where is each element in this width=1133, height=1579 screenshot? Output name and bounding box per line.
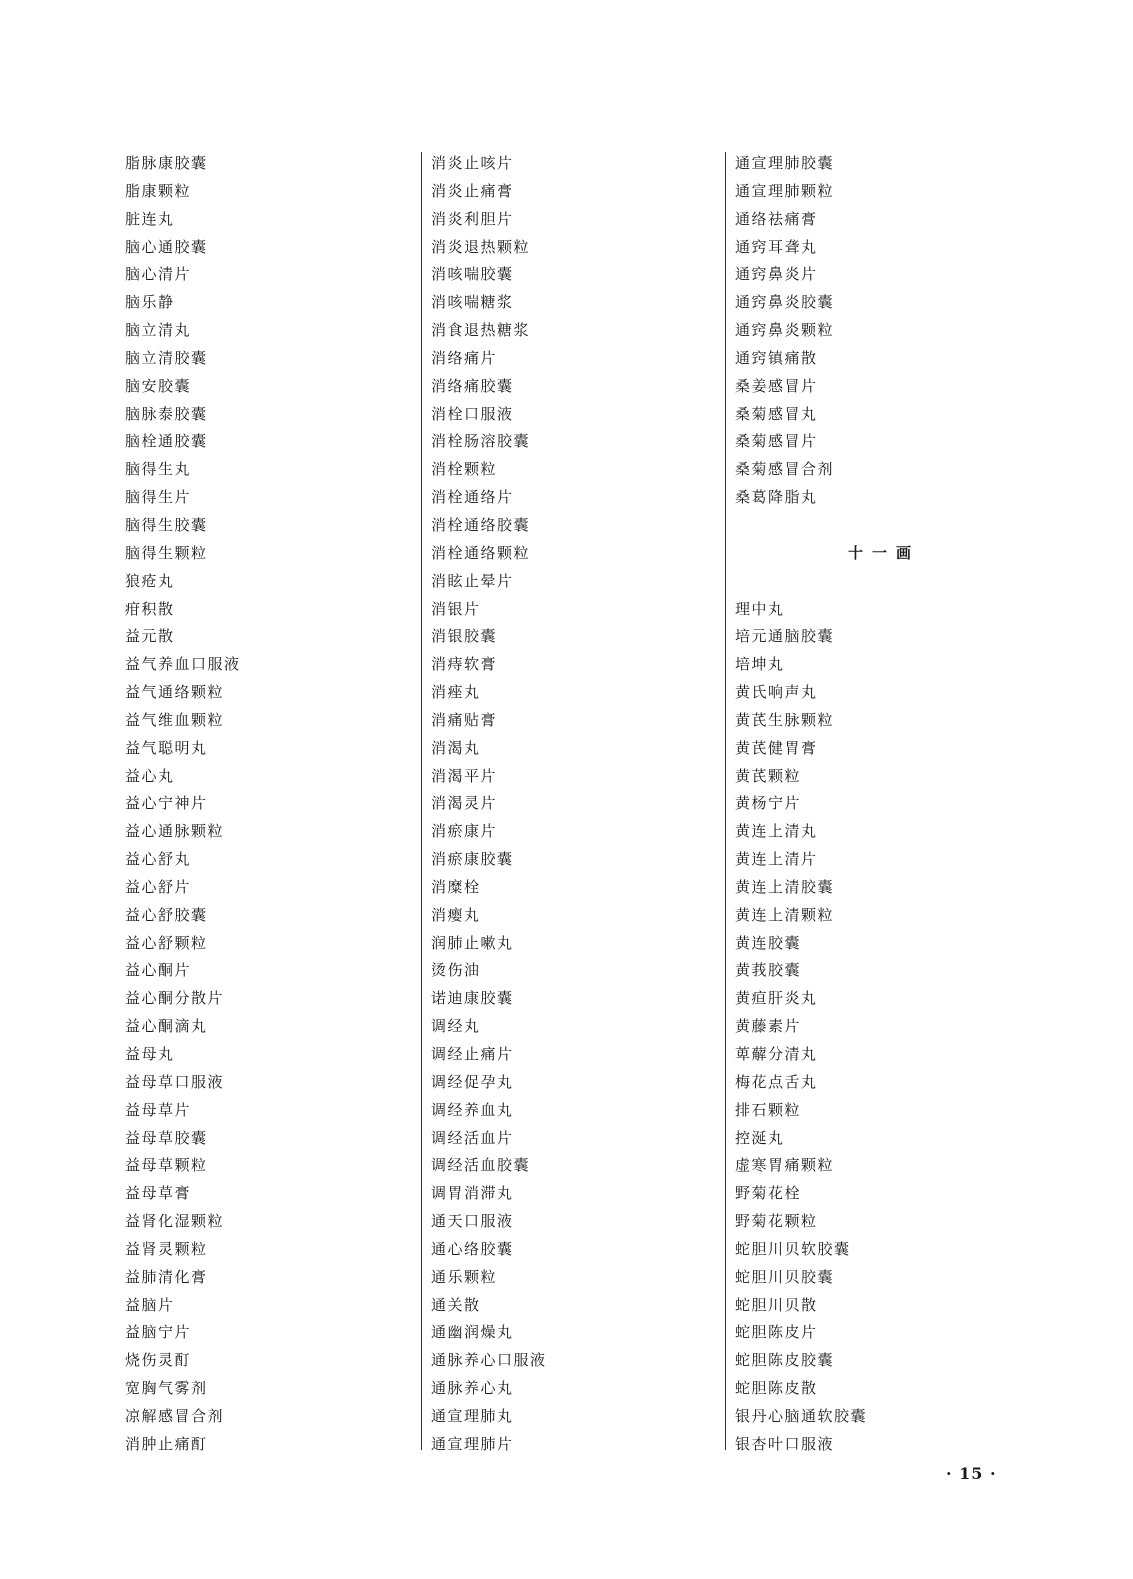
- index-entry: 狼疮丸: [125, 571, 175, 590]
- index-entry: 益气维血颗粒: [125, 710, 225, 729]
- index-entry: 脑心清片: [125, 265, 192, 284]
- index-entry: 蛇胆陈皮散: [735, 1379, 818, 1398]
- index-entry: 诺迪康胶囊: [431, 989, 514, 1008]
- index-entry: 消炎退热颗粒: [431, 237, 531, 256]
- index-entry: 益元散: [125, 627, 175, 646]
- index-entry: 脑立清丸: [125, 321, 192, 340]
- index-entry: 消络痛片: [431, 348, 498, 367]
- index-entry: 益气聪明丸: [125, 738, 208, 757]
- index-entry: 通宣理肺胶囊: [735, 154, 835, 172]
- index-entry: 通天口服液: [431, 1212, 514, 1231]
- index-entry: 消痤丸: [431, 683, 481, 702]
- index-entry: 益心舒胶囊: [125, 905, 208, 924]
- index-entry: 梅花点舌丸: [735, 1072, 818, 1091]
- index-entry: 调经丸: [431, 1017, 481, 1036]
- index-entry: 益心酮滴丸: [125, 1017, 208, 1036]
- index-entry: 黄芪颗粒: [735, 766, 802, 785]
- index-entry: 消咳喘胶囊: [431, 265, 514, 284]
- index-entry: 脑安胶囊: [125, 376, 192, 395]
- index-entry: 消瘿丸: [431, 905, 481, 924]
- index-entry: 桑菊感冒合剂: [735, 460, 835, 479]
- index-entry: 蛇胆陈皮片: [735, 1323, 818, 1342]
- index-entry: 银杏叶口服液: [735, 1434, 835, 1453]
- index-entry: 黄莪胶囊: [735, 961, 802, 980]
- index-entry: 烧伤灵酊: [125, 1351, 192, 1370]
- index-entry: 益母草片: [125, 1100, 192, 1119]
- index-entry: 虚寒胃痛颗粒: [735, 1156, 835, 1175]
- index-entry: 调经活血胶囊: [431, 1156, 531, 1175]
- index-entry: 益心宁神片: [125, 794, 208, 813]
- index-entry: 脏连丸: [125, 209, 175, 228]
- index-entry: 通宣理肺丸: [431, 1406, 514, 1425]
- index-entry: 益心酮片: [125, 961, 192, 980]
- spacer: [735, 512, 1025, 540]
- index-entry: 调经止痛片: [431, 1045, 514, 1063]
- index-entry: 脑得生颗粒: [125, 543, 208, 562]
- index-entry: 消痛贴膏: [431, 710, 498, 729]
- index-entry: 消栓肠溶胶囊: [431, 432, 531, 451]
- index-entry: 脂脉康胶囊: [125, 154, 208, 172]
- index-entry: 消银胶囊: [431, 627, 498, 646]
- index-entry: 凉解感冒合剂: [125, 1406, 225, 1425]
- index-entry: 消栓通络颗粒: [431, 543, 531, 562]
- index-entry: 野菊花颗粒: [735, 1212, 818, 1231]
- index-entry: 消银片: [431, 599, 481, 618]
- index-entry: 黄连上清丸: [735, 822, 818, 841]
- index-entry: 疳积散: [125, 599, 175, 618]
- index-entry: 益肾化湿颗粒: [125, 1212, 225, 1231]
- index-entry: 调经促孕丸: [431, 1072, 514, 1091]
- index-entry: 益心舒颗粒: [125, 933, 208, 952]
- index-entry: 益心丸: [125, 766, 175, 785]
- index-entry: 通窍鼻炎颗粒: [735, 321, 835, 340]
- column-3-bottom-entries: [735, 596, 1025, 1459]
- index-entry: 益心舒丸: [125, 850, 192, 869]
- index-entry: 调经养血丸: [431, 1100, 514, 1119]
- index-entry: 通脉养心丸: [431, 1379, 514, 1398]
- index-entry: 消栓通络胶囊: [431, 515, 531, 534]
- index-entry: 消炎止咳片: [431, 154, 514, 172]
- index-entry: 控涎丸: [735, 1128, 785, 1147]
- index-entry: 黄杨宁片: [735, 794, 802, 813]
- index-entry: 通窍耳聋丸: [735, 237, 818, 256]
- index-entry: 通乐颗粒: [431, 1267, 498, 1286]
- index-entry: 消糜栓: [431, 877, 481, 896]
- index-column-3: [735, 150, 1025, 1459]
- index-entry: 黄藤素片: [735, 1017, 802, 1036]
- column-3-top-entries: [735, 150, 1025, 512]
- index-entry: 消栓通络片: [431, 488, 514, 507]
- index-entry: 消渴丸: [431, 738, 481, 757]
- index-entry: 萆薢分清丸: [735, 1045, 818, 1063]
- index-entry: 消炎止痛膏: [431, 181, 514, 200]
- index-entry: 消栓口服液: [431, 404, 514, 423]
- index-entry: 益气养血口服液: [125, 655, 241, 674]
- index-entry: 消眩止晕片: [431, 571, 514, 590]
- index-entry: 润肺止嗽丸: [431, 933, 514, 952]
- index-entry: 黄连上清颗粒: [735, 905, 835, 924]
- index-entry: 脑得生丸: [125, 460, 192, 479]
- column-divider-1: [421, 152, 422, 1450]
- index-entry: 益心酮分散片: [125, 989, 225, 1008]
- index-entry: 桑葛降脂丸: [735, 488, 818, 507]
- index-entry: 脂康颗粒: [125, 181, 192, 200]
- index-entry: 消渴灵片: [431, 794, 498, 813]
- index-entry: 通宣理肺片: [431, 1434, 514, 1453]
- index-entry: 野菊花栓: [735, 1184, 802, 1203]
- index-entry: 蛇胆陈皮胶囊: [735, 1351, 835, 1370]
- page-number: · 15 ·: [946, 1464, 997, 1483]
- index-column-2: [431, 150, 721, 1459]
- index-entry: 益脑宁片: [125, 1323, 192, 1342]
- index-entry: 通窍鼻炎胶囊: [735, 293, 835, 312]
- index-entry: 消痔软膏: [431, 655, 498, 674]
- index-entry: 脑栓通胶囊: [125, 432, 208, 451]
- index-entry: 脑脉泰胶囊: [125, 404, 208, 423]
- index-entry: 黄连胶囊: [735, 933, 802, 952]
- index-entry: 黄芪生脉颗粒: [735, 710, 835, 729]
- index-entry: 宽胸气雾剂: [125, 1379, 208, 1398]
- index-entry: 通络祛痛膏: [735, 209, 818, 228]
- index-entry: 脑立清胶囊: [125, 348, 208, 367]
- index-entry: 消络痛胶囊: [431, 376, 514, 395]
- index-entry: 益心通脉颗粒: [125, 822, 225, 841]
- index-entry: 消栓颗粒: [431, 460, 498, 479]
- index-entry: 消渴平片: [431, 766, 498, 785]
- index-entry: 益气通络颗粒: [125, 683, 225, 702]
- index-entry: 黄氏响声丸: [735, 683, 818, 702]
- index-entry: 培元通脑胶囊: [735, 627, 835, 646]
- index-entry: 黄连上清胶囊: [735, 877, 835, 896]
- index-entry: 调经活血片: [431, 1128, 514, 1147]
- index-entry: 益心舒片: [125, 877, 192, 896]
- index-entry: 理中丸: [735, 599, 785, 618]
- index-entry: 益母丸: [125, 1045, 175, 1063]
- index-entry: 桑姜感冒片: [735, 376, 818, 395]
- index-entry: 脑得生片: [125, 488, 192, 507]
- index-entry: 桑菊感冒丸: [735, 404, 818, 423]
- column-divider-2: [725, 152, 726, 1450]
- spacer: [735, 568, 1025, 596]
- index-entry: 脑得生胶囊: [125, 515, 208, 534]
- index-entry: 桑菊感冒片: [735, 432, 818, 451]
- index-entry: 蛇胆川贝胶囊: [735, 1267, 835, 1286]
- index-entry: 消瘀康片: [431, 822, 498, 841]
- index-entry: 烫伤油: [431, 961, 481, 980]
- index-entry: 通窍鼻炎片: [735, 265, 818, 284]
- index-column-1: [125, 150, 415, 1459]
- index-entry: 通心络胶囊: [431, 1239, 514, 1258]
- index-entry: 通宣理肺颗粒: [735, 181, 835, 200]
- index-entry: 消肿止痛酊: [125, 1434, 208, 1453]
- index-entry: 通关散: [431, 1295, 481, 1314]
- index-entry: 黄芪健胃膏: [735, 738, 818, 757]
- index-entry: 通脉养心口服液: [431, 1351, 547, 1370]
- index-entry: 排石颗粒: [735, 1100, 802, 1119]
- index-entry: 益母草胶囊: [125, 1128, 208, 1147]
- index-entry: 通窍镇痛散: [735, 348, 818, 367]
- index-entry: 黄疸肝炎丸: [735, 989, 818, 1008]
- index-entry: 脑乐静: [125, 293, 175, 312]
- index-entry: 益母草膏: [125, 1184, 192, 1203]
- index-entry: 益脑片: [125, 1295, 175, 1314]
- index-entry: 蛇胆川贝软胶囊: [735, 1239, 851, 1258]
- index-entry: 黄连上清片: [735, 850, 818, 869]
- index-entry: 消炎利胆片: [431, 209, 514, 228]
- index-entry: 脑心通胶囊: [125, 237, 208, 256]
- index-entry: 蛇胆川贝散: [735, 1295, 818, 1314]
- index-entry: 消瘀康胶囊: [431, 850, 514, 869]
- index-entry: 通幽润燥丸: [431, 1323, 514, 1342]
- index-entry: 益母草颗粒: [125, 1156, 208, 1175]
- index-entry: 消食退热糖浆: [431, 321, 531, 340]
- index-entry: 消咳喘糖浆: [431, 293, 514, 312]
- index-entry: 培坤丸: [735, 655, 785, 674]
- index-entry: 益肺清化膏: [125, 1267, 208, 1286]
- index-entry: 益肾灵颗粒: [125, 1239, 208, 1258]
- index-entry: 银丹心脑通软胶囊: [735, 1406, 868, 1425]
- index-entry: 调胃消滞丸: [431, 1184, 514, 1203]
- index-entry: 益母草口服液: [125, 1072, 225, 1091]
- section-heading: 十一画: [848, 543, 921, 562]
